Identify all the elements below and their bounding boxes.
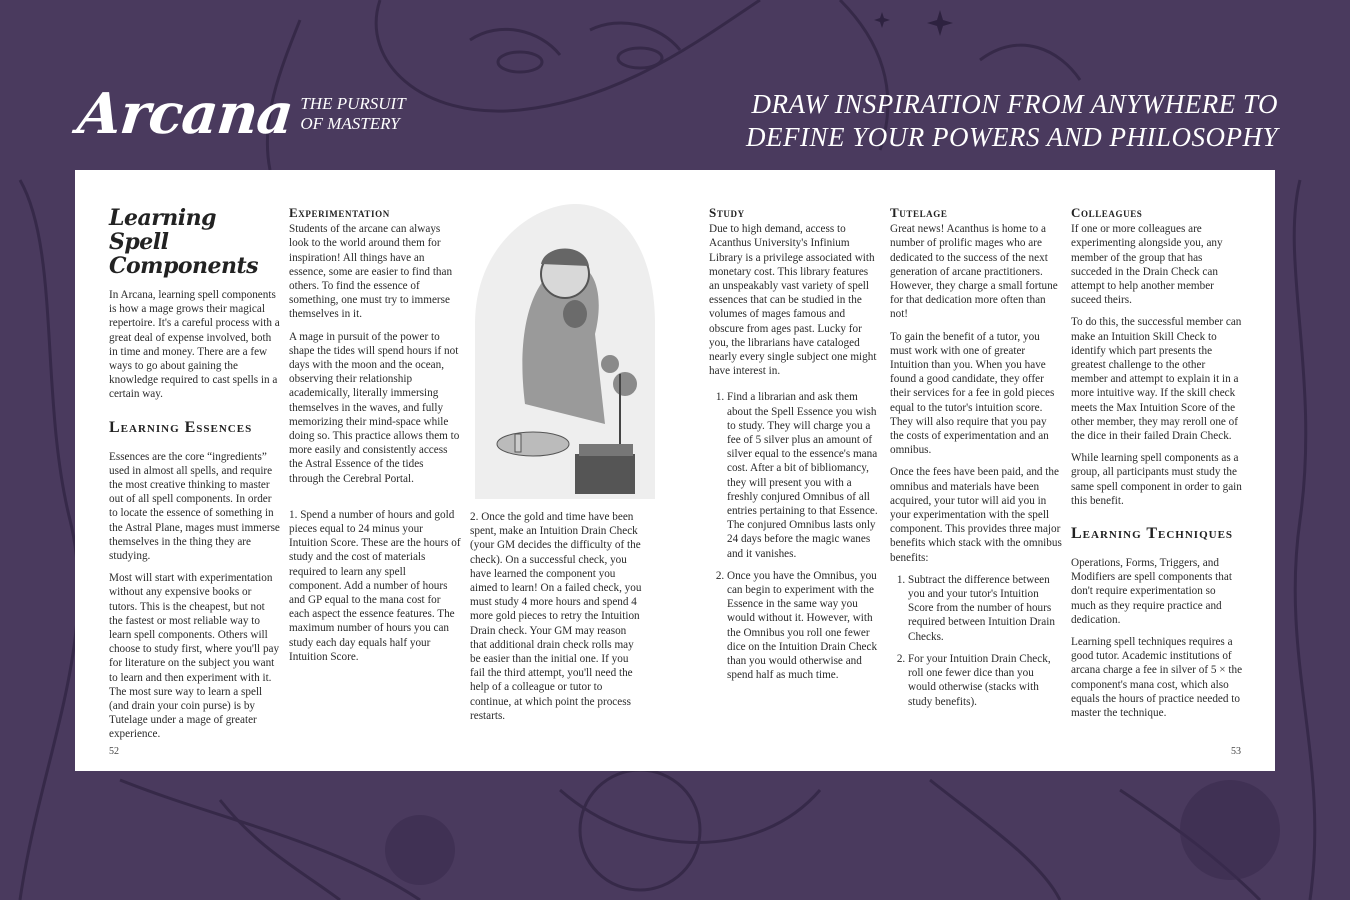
tutelage-paragraph-1: Great news! Acanthus is home to a number of prolific mages who are dedicated to the success of the next generation of arcane practitioners. However, they charge a small fortune for that dedication more often than not! [890, 223, 1058, 321]
study-step: 1. Find a librarian and ask them about the Spell Essence you wish to study. They will charge you a fee of 5 silver plus an amount of silver equal to the essence's mana cost. After a bit of bibliomancy, they will present you with a freshly conjured Omnibus of all entries pertaining to that Essence. The conjured Omnibus lasts only 24 days before the magic wanes and it vanishes. [727, 390, 881, 560]
chapter-title: Learning Spell Components [109, 205, 259, 279]
experimentation-step-2: 2. Once the gold and time have been spent, make an Intuition Drain Check (your GM decides the difficulty of the check). On a successful check, you have learned the component you aimed to learn! On a failed check, you must study 4 more hours and spend 4 more gold pieces to retry the Intuition Drain check. Your GM may reason that additional drain check rolls may be easier than the initial one. If you fail the third attempt, you'll need the help of a colleague or tutor to continue, at which point the process restarts. [470, 511, 642, 722]
logo-subtitle [300, 94, 405, 134]
left-column-2 [289, 206, 461, 672]
colleagues-paragraph-1: If one or more colleagues are experimenting alongside you, any member of the group that has succeded in the Drain Check can attempt to help another member suceed theirs. [1071, 223, 1223, 307]
study-paragraph-1: Due to high demand, access to Acanthus University's Infinium Library is a privilege associated with monetary cost. This library features an unspeakably vast variety of spell essences that can be studied in the volumes of mages famous and obscure from ages past. Lucky for you, the librarians have cataloged nearly every single subject one might have interest in. [709, 223, 877, 378]
colleagues-paragraph-3: While learning spell components as a group, all participants must study the same spell component in order to gain this benefit. [1071, 452, 1242, 507]
techniques-paragraph-1: Operations, Forms, Triggers, and Modifiers are spell components that don't require experimentation so much as they require practice and dedication. [1071, 557, 1232, 626]
tutelage-benefit: 2. For your Intuition Drain Check, roll one fewer dice than you would otherwise (stacks with study benefits). [908, 652, 1062, 709]
logo-subtitle-line-1: THE PURSUIT [300, 94, 406, 113]
tutelage-benefits [890, 573, 1062, 709]
learning-essences-heading: Learning Essences [109, 418, 253, 436]
right-column-tutelage [890, 206, 1062, 717]
page-number-left: 52 [109, 746, 119, 757]
page-number-right: 53 [1231, 746, 1241, 757]
right-column-study [709, 206, 881, 691]
page-headline [658, 88, 1278, 154]
essences-paragraph-2: Most will start with experimentation without any expensive books or tutors. This is the cheapest, but not the fastest or most reliable way to learn spell components. Others will choose to study first, where you'll pay for literature on the subject you want to learn and then experiment with it. The most sure way to learn a spell (and drain your coin purse) is by Tutelage under a mage of greater experience. [109, 572, 280, 741]
tutelage-benefit: 1. Subtract the difference between you and your tutor's Intuition Score from the number of hours required between Intuition Drain Checks. [908, 573, 1062, 644]
tutelage-paragraph-2: To gain the benefit of a tutor, you must work with one of greater Intuition than you. When you have found a good candidate, they offer their services for a fee in gold pieces equal to the tutor's intuition score. They will also require that you pay the costs of experimentation and an omnibus. [890, 330, 1055, 457]
study-steps [709, 390, 881, 682]
learning-techniques-heading: Learning Techniques [1071, 525, 1234, 543]
experimentation-heading: Experimentation [289, 205, 390, 220]
arcana-logo [74, 81, 406, 147]
headline-line-1: DRAW INSPIRATION FROM ANYWHERE TO [751, 89, 1278, 119]
left-column-3 [470, 510, 642, 731]
logo-subtitle-line-2: OF MASTERY [300, 114, 400, 133]
left-column-1 [109, 206, 281, 750]
book-spread [75, 170, 1275, 771]
experimentation-paragraph-1: Students of the arcane can always look to the world around them for inspiration! All things have an essence, some are easier to find than others. To find the essence of something, one must try to immerse themselves in it. [289, 223, 453, 321]
experimentation-paragraph-2: A mage in pursuit of the power to shape the tides will spend hours if not days with the moon and the ocean, observing their relationship academically, literally immersing themselves in the waves, and fully memorizing their mind-space while doing so. This practice allows them to more easily and consistently access the Astral Essence of the tides through the Cerebral Portal. [289, 330, 460, 485]
logo-wordmark: Arcana [74, 81, 296, 147]
intro-paragraph: In Arcana, learning spell components is how a mage grows their magical repertoire. It's a careful process with a great deal of expense involved, both in time and money. There are a few ways to go about gaining the knowledge required to cast spells in a certain way. [109, 289, 280, 401]
tutelage-heading: Tutelage [890, 205, 948, 220]
headline-line-2: DEFINE YOUR POWERS AND PHILOSOPHY [746, 122, 1278, 152]
tutelage-paragraph-3: Once the fees have been paid, and the omnibus and materials have been acquired, your tutor will aid you in your experimentation with the spell component. This provides three major benefits which stack with the omnibus benefits: [890, 466, 1062, 564]
study-heading: Study [709, 205, 745, 220]
colleagues-paragraph-2: To do this, the successful member can make an Intuition Skill Check to identify which part presents the greatest challenge to the other member and attempt to explain it in a more intuitive way. If the skill check meets the Max Intuition Score of the other member, they may reroll one of the dice in their failed Drain Check. [1071, 316, 1242, 443]
mage-illustration [455, 204, 655, 504]
experimentation-step-1: 1. Spend a number of hours and gold pieces equal to 24 minus your Intuition Score. These are the hours of study and the cost of materials required to learn any spell component. Add a number of hours and GP equal to the mana cost for each aspect the essence features. The maximum number of hours you can study each day equals half your Intuition Score. [289, 508, 461, 663]
essences-paragraph-1: Essences are the core “ingredients” used in almost all spells, and require the most creative thinking to master out of all spell components. In order to locate the essence of something in the Astral Plane, mages must immerse themselves in the thing they are studying. [109, 450, 280, 563]
right-column-colleagues [1071, 206, 1243, 728]
techniques-paragraph-2: Learning spell techniques requires a good tutor. Academic institutions of arcana charge a fee in silver of 5 × the component's mana cost, which also equals the hours of practice needed to master the technique. [1071, 636, 1243, 720]
colleagues-heading: Colleagues [1071, 205, 1143, 220]
study-step: 2. Once you have the Omnibus, you can begin to experiment with the Essence in the same way you would without it. However, with the Omnibus you roll one fewer dice on the Intuition Drain Check than you would otherwise and spend half as much time. [727, 569, 881, 683]
